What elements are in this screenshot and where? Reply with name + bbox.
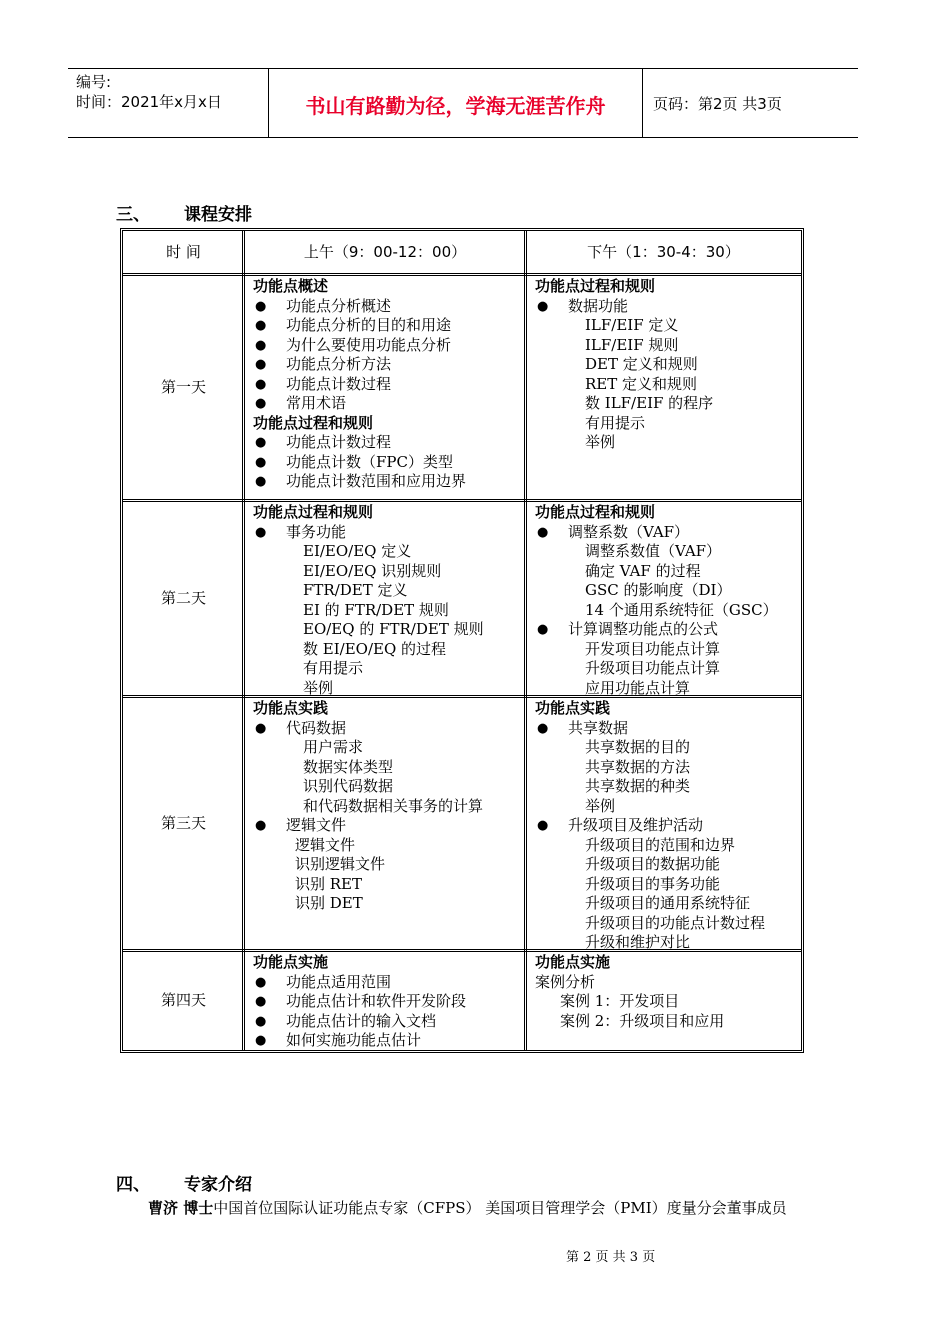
section-number: 三、 [116, 205, 150, 225]
session-topic-item: 14 个通用系统特征（GSC） [585, 600, 778, 619]
session-topic-item: 开发项目功能点计算 [585, 639, 721, 658]
header-motto-cell [269, 69, 643, 137]
morning-session-cell [253, 953, 526, 1051]
session-topic-item: EI 的 FTR/DET 规则 [303, 600, 449, 619]
session-topic-item: GSC 的影响度（DI） [585, 581, 732, 599]
header-page-cell [643, 69, 858, 137]
session-topic-item: EI/EO/EQ 定义 [303, 542, 412, 560]
session-topic-heading: 功能点过程和规则 [253, 503, 374, 521]
doc-time-label: 时间：2021年x月x日 [76, 93, 222, 111]
session-topic-item: ● 常用术语 [253, 394, 526, 414]
session-topic-item: ● 调整系数（VAF） [535, 523, 801, 543]
day-label: 第一天 [160, 378, 206, 397]
session-topic-item: ● 功能点分析方法 [253, 355, 526, 375]
session-topic-item: ● 功能点计数过程 [253, 433, 526, 453]
day-label: 第三天 [160, 814, 206, 833]
session-topic-item: ● 共享数据 [535, 719, 801, 739]
afternoon-session-cell [535, 503, 801, 697]
session-topic-item: ● 功能点估计的输入文档 [253, 1012, 526, 1032]
session-topic-heading: 功能点概述 [253, 277, 329, 295]
section-heading: 课程安排 [184, 205, 252, 225]
section-heading: 专家介绍 [184, 1175, 252, 1195]
session-topic-item: RET 定义和规则 [585, 374, 698, 393]
session-topic-item: ● 功能点分析的目的和用途 [253, 316, 526, 336]
session-topic-item: 案例 1：开发项目 [560, 992, 680, 1010]
expert-intro [116, 1198, 806, 1219]
session-topic-item: 有用提示 [585, 413, 646, 432]
session-topic-item: EI/EO/EQ 识别规则 [303, 561, 442, 580]
session-topic-item: 识别 RET [295, 874, 363, 893]
afternoon-session-cell [535, 277, 801, 501]
expert-description: 中国首位国际认证功能点专家（CFPS） 美国项目管理学会（PMI）度量分会董事成员 [213, 1199, 787, 1217]
session-topic-item: ● 为什么要使用功能点分析 [253, 336, 526, 356]
morning-session-cell [253, 503, 526, 697]
session-topic-item: FTR/DET 定义 [303, 581, 408, 599]
session-topic-item: 案例 2：升级项目和应用 [560, 1011, 725, 1030]
session-topic-item: ● 功能点计数范围和应用边界 [253, 472, 526, 492]
table-column-header: 上午（9：00-12：00） [303, 243, 467, 262]
section-number: 四、 [116, 1175, 150, 1195]
table-column-header: 下午（1：30-4：30） [587, 243, 740, 262]
header-meta-cell [68, 69, 269, 137]
session-topic-item: 案例分析 [535, 972, 596, 991]
session-topic-item: ● 数据功能 [535, 297, 801, 317]
session-topic-item: ● 功能点计数（FPC）类型 [253, 453, 526, 473]
session-topic-item: 升级项目的通用系统特征 [585, 894, 751, 912]
session-topic-item: 升级项目的事务功能 [585, 874, 721, 893]
session-topic-item: 用户需求 [303, 738, 364, 756]
session-topic-item: 应用功能点计算 [585, 678, 691, 697]
session-topic-item: ● 计算调整功能点的公式 [535, 620, 801, 640]
session-topic-item: 举例 [303, 678, 334, 697]
session-topic-item: 逻辑文件 [295, 835, 356, 854]
session-topic-item: 举例 [585, 796, 616, 815]
session-topic-item: DET 定义和规则 [585, 355, 698, 373]
session-topic-item: ● 功能点估计和软件开发阶段 [253, 992, 526, 1012]
session-topic-item: 识别代码数据 [303, 777, 394, 795]
session-topic-item: 升级项目功能点计算 [585, 659, 721, 677]
session-topic-item: ILF/EIF 规则 [585, 335, 679, 354]
morning-session-cell [253, 699, 526, 951]
page-header [68, 68, 858, 138]
header-motto: 书山有路勤为径，学海无涯苦作舟 [305, 94, 606, 118]
page-footer: 第 2 页 共 3 页 [566, 1250, 656, 1265]
session-topic-item: 调整系数值（VAF） [585, 542, 722, 560]
table-column-header: 时 间 [166, 243, 201, 262]
session-topic-item: 升级项目的范围和边界 [585, 835, 736, 854]
day-label: 第二天 [160, 589, 206, 608]
session-topic-item: ● 功能点计数过程 [253, 375, 526, 395]
session-topic-item: ● 代码数据 [253, 719, 526, 739]
session-topic-item: 共享数据的方法 [585, 757, 691, 776]
session-topic-item: 共享数据的目的 [585, 738, 691, 756]
session-topic-item: ● 功能点适用范围 [253, 973, 526, 993]
doc-number-label: 编号: [76, 73, 112, 91]
morning-session-cell [253, 277, 526, 501]
afternoon-session-cell [535, 953, 801, 1051]
session-topic-item: 升级项目的功能点计数过程 [585, 913, 766, 932]
session-topic-item: ● 功能点分析概述 [253, 297, 526, 317]
session-topic-item: 和代码数据相关事务的计算 [303, 796, 484, 815]
session-topic-heading: 功能点过程和规则 [535, 277, 656, 295]
session-topic-item: 共享数据的种类 [585, 777, 691, 795]
session-topic-item: 举例 [585, 433, 616, 451]
session-topic-heading: 功能点实践 [253, 699, 329, 717]
day-label: 第四天 [160, 991, 206, 1010]
session-topic-item: 升级项目的数据功能 [585, 855, 721, 873]
session-topic-item: 数据实体类型 [303, 757, 394, 776]
afternoon-session-cell [535, 699, 801, 951]
expert-name: 曹济 博士 [148, 1199, 214, 1217]
session-topic-item: ● 如何实施功能点估计 [253, 1031, 526, 1051]
session-topic-heading: 功能点过程和规则 [253, 413, 374, 432]
session-topic-item: ● 升级项目及维护活动 [535, 816, 801, 836]
header-page-number: 页码：第2页 共3页 [653, 95, 782, 113]
session-topic-item: 有用提示 [303, 659, 364, 677]
schedule-table [120, 228, 804, 1053]
session-topic-item: 识别 DET [295, 894, 363, 912]
session-topic-item: 确定 VAF 的过程 [585, 561, 701, 580]
session-topic-heading: 功能点过程和规则 [535, 503, 656, 521]
session-topic-item: EO/EQ 的 FTR/DET 规则 [303, 620, 484, 638]
session-topic-item: ● 逻辑文件 [253, 816, 526, 836]
session-topic-item: 数 ILF/EIF 的程序 [585, 394, 714, 412]
session-topic-heading: 功能点实践 [535, 699, 611, 717]
session-topic-heading: 功能点实施 [253, 953, 329, 971]
session-topic-item: 识别逻辑文件 [295, 855, 386, 873]
session-topic-item: ILF/EIF 定义 [585, 316, 679, 334]
session-topic-item: 数 EI/EO/EQ 的过程 [303, 639, 447, 658]
session-topic-heading: 功能点实施 [535, 953, 611, 971]
session-topic-item: 升级和维护对比 [585, 933, 691, 951]
session-topic-item: ● 事务功能 [253, 523, 526, 543]
